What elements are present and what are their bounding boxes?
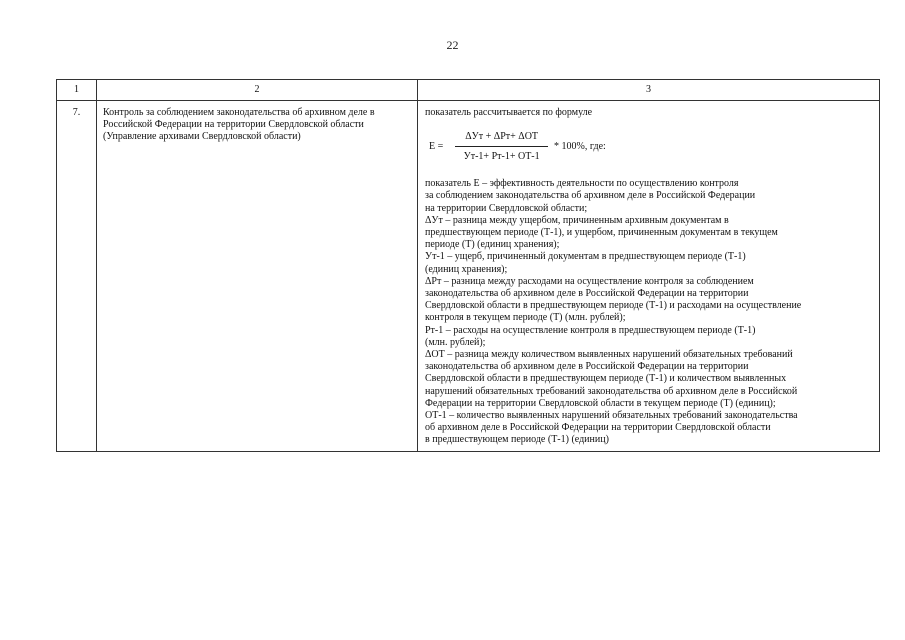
description-line: за соблюдением законодательства об архивном деле в Российской Федерации	[425, 190, 756, 202]
description-line: показатель Е – эффективность деятельности по осуществлению контроля	[425, 178, 739, 190]
description-line: законодательства об архивном деле в Российской Федерации на территории	[425, 361, 749, 373]
description-line: нарушений обязательных требований законодательства об архивном деле в Российской	[425, 385, 798, 397]
description-line: Федерации на территории Свердловской области в текущем периоде (Т) (единиц);	[425, 397, 776, 409]
column-header-1: 1	[57, 80, 97, 101]
description-line: законодательства об архивном деле в Российской Федерации на территории	[425, 288, 749, 300]
description-line: ΔРт – разница между расходами на осуществление контроля за соблюдением	[425, 275, 754, 287]
description-line: контроля в текущем периоде (Т) (млн. рублей);	[425, 312, 626, 324]
description-line: Свердловской области в предшествующем периоде (Т-1) и количеством выявленных	[425, 373, 787, 385]
description-line: (единиц хранения);	[425, 263, 508, 275]
description-line: Ут-1 – ущерб, причиненный документам в предшествующем периоде (Т-1)	[425, 251, 746, 263]
description-line: на территории Свердловской области;	[425, 202, 588, 214]
formula-numerator: ΔУт + ΔРт+ ΔОТ	[465, 131, 539, 142]
description-line: ΔУт – разница между ущербом, причиненным архивным документам в	[425, 214, 729, 226]
formula-denominator: Ут-1+ Рт-1+ ОТ-1	[463, 151, 540, 163]
formula	[429, 125, 873, 169]
description-line: об архивном деле в Российской Федерации на территории Свердловской области	[425, 422, 771, 434]
page-number: 22	[446, 38, 459, 52]
column-header-3: 3	[418, 80, 880, 101]
formula-fraction	[455, 131, 548, 163]
row-number: 7.	[57, 101, 97, 452]
column-header-2: 2	[97, 80, 418, 101]
description-line: (млн. рублей);	[425, 336, 486, 348]
description-line: ΔОТ – разница между количеством выявленных нарушений обязательных требований	[425, 349, 793, 361]
formula-intro: показатель рассчитывается по формуле	[425, 107, 593, 118]
description-block	[425, 178, 873, 446]
indicator-table	[56, 79, 880, 452]
description-line: Свердловской области в предшествующем периоде (Т-1) и расходами на осуществление	[425, 300, 802, 312]
formula-lhs: Е =	[429, 141, 444, 153]
table-row	[57, 101, 880, 452]
table-header-row	[57, 80, 880, 101]
description-line: Рт-1 – расходы на осуществление контроля в предшествующем периоде (Т-1)	[425, 324, 756, 336]
description-line: в предшествующем периоде (Т-1) (единиц)	[425, 434, 609, 446]
row-name: Контроль за соблюдением законодательства об архивном деле в Российской Федерации на территории Свердловской области (Управление архивами Свердловской области)	[97, 101, 418, 452]
description-line: предшествующем периоде (Т-1), и ущербом, причиненным документам в текущем	[425, 227, 778, 239]
description-line: периоде (Т) (единиц хранения);	[425, 239, 560, 251]
formula-rhs: * 100%, где:	[554, 141, 606, 153]
description-line: ОТ-1 – количество выявленных нарушений обязательных требований законодательства	[425, 410, 798, 422]
row-description	[418, 101, 880, 452]
